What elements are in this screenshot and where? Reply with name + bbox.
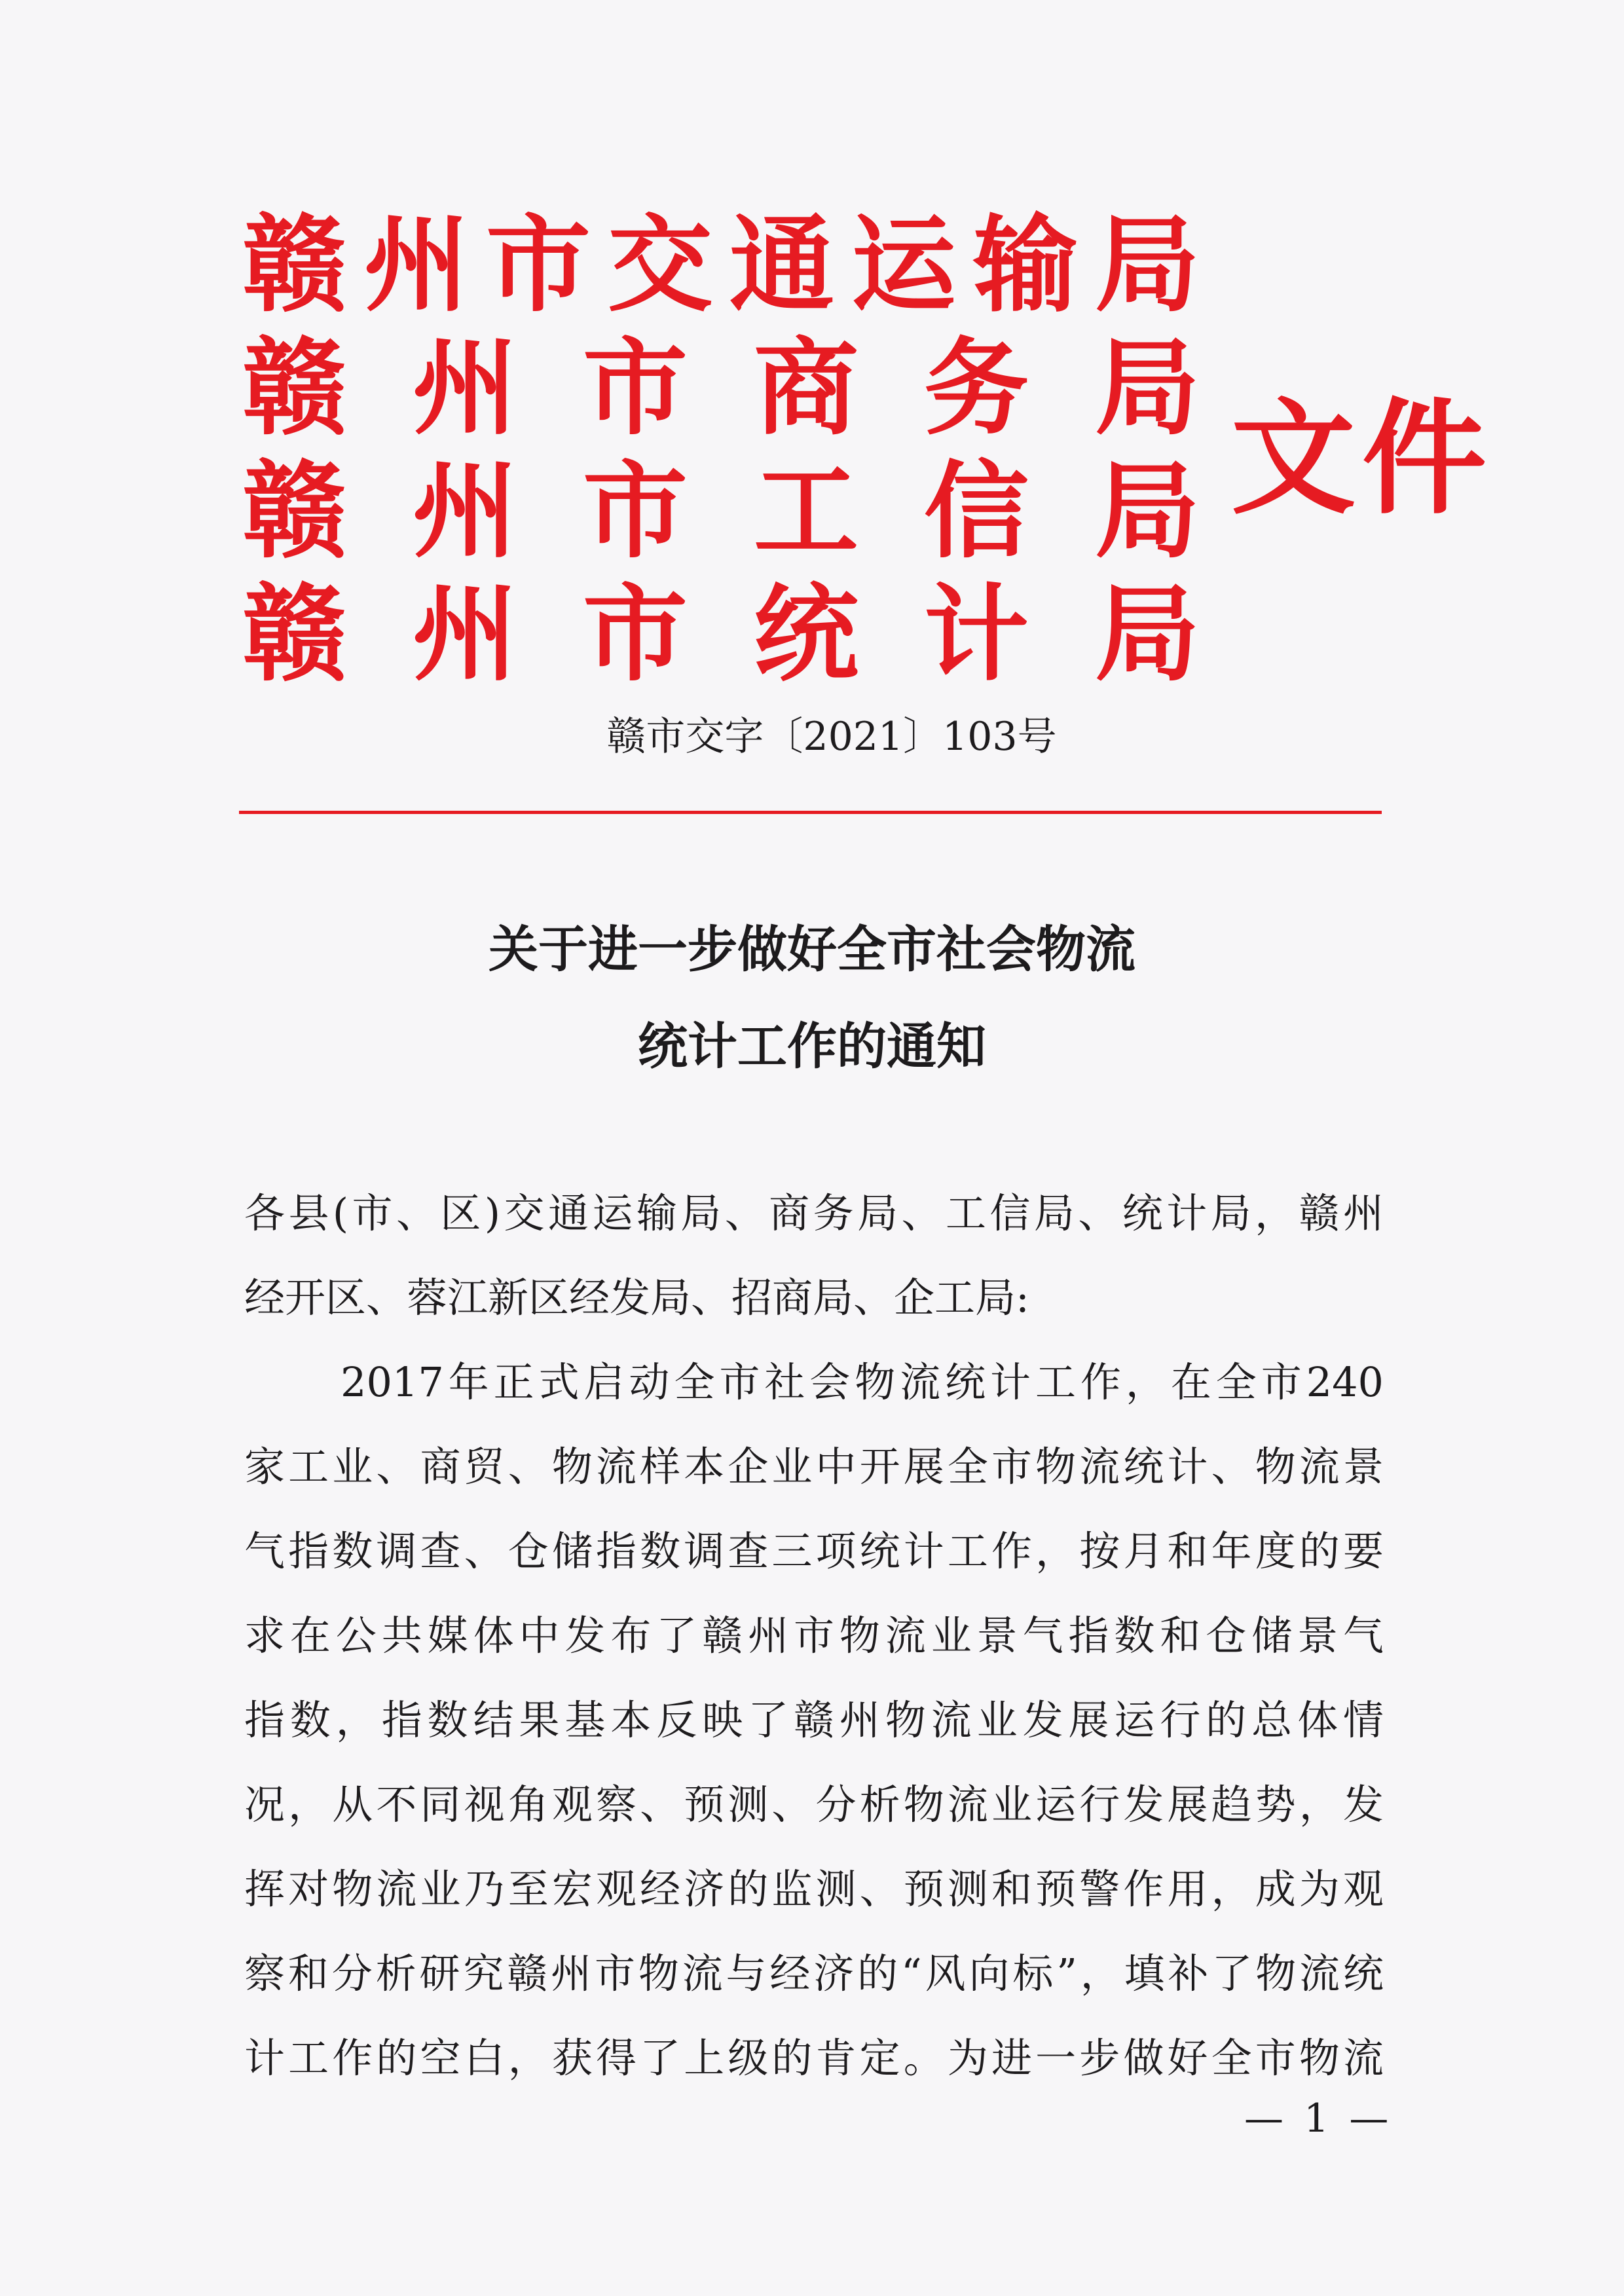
body-line: 气指数调查、仓储指数调查三项统计工作，按月和年度的要	[244, 1527, 1384, 1575]
body-line: 家工业、商贸、物流样本企业中开展全市物流统计、物流景	[244, 1443, 1384, 1491]
body-line: 指数，指数结果基本反映了赣州物流业发展运行的总体情	[244, 1696, 1384, 1744]
masthead-char: 局	[1095, 326, 1200, 449]
masthead-char: 赣	[242, 326, 348, 449]
masthead-char: 运	[851, 203, 957, 326]
agency-line-industry	[242, 449, 1205, 572]
masthead-char: 统	[754, 572, 859, 695]
masthead-char: 赣	[242, 203, 348, 326]
agency-line-statistics	[242, 572, 1205, 695]
masthead-char: 计	[924, 572, 1029, 695]
document-number: 赣市交字〔2021〕103号	[606, 714, 1057, 760]
body-line: 2017年正式启动全市社会物流统计工作，在全市240	[341, 1358, 1384, 1406]
masthead-char: 输	[973, 203, 1079, 326]
masthead-char: 赣	[242, 449, 348, 572]
masthead-char: 市	[583, 449, 688, 572]
masthead-char: 商	[754, 326, 859, 449]
agency-line-commerce	[242, 326, 1205, 449]
masthead-char: 工	[754, 449, 859, 572]
masthead-char: 州	[413, 572, 518, 695]
masthead-char: 市	[583, 326, 688, 449]
body-line: 求在公共媒体中发布了赣州市物流业景气指数和仓储景气	[244, 1612, 1384, 1659]
masthead-char: 市	[583, 572, 688, 695]
agency-line-transport	[242, 203, 1205, 326]
masthead-char: 局	[1095, 572, 1200, 695]
page-number: — 1 —	[1244, 2096, 1393, 2141]
body-line: 各县(市、区)交通运输局、商务局、工信局、统计局，赣州	[244, 1189, 1384, 1237]
masthead-char: 务	[924, 326, 1029, 449]
masthead-char: 市	[486, 203, 591, 326]
document-suffix: 文件	[1231, 385, 1494, 531]
masthead-char: 州	[413, 326, 518, 449]
masthead-char: 州	[364, 203, 470, 326]
body-line: 况，从不同视角观察、预测、分析物流业运行发展趋势，发	[244, 1781, 1384, 1828]
document-title-line1: 关于进一步做好全市社会物流	[489, 920, 1135, 978]
body-line: 挥对物流业乃至宏观经济的监测、预测和预警作用，成为观	[244, 1865, 1384, 1913]
body-line: 察和分析研究赣州市物流与经济的“风向标”，填补了物流统	[244, 1950, 1384, 1997]
masthead-char: 交	[608, 203, 713, 326]
body-line: 经开区、蓉江新区经发局、招商局、企工局:	[244, 1274, 1029, 1322]
masthead-char: 局	[1095, 449, 1200, 572]
red-masthead	[242, 203, 1225, 695]
masthead-char: 通	[729, 203, 835, 326]
masthead-char: 信	[924, 449, 1029, 572]
masthead-char: 局	[1095, 203, 1200, 326]
masthead-char: 赣	[242, 572, 348, 695]
document-title-line2: 统计工作的通知	[638, 1017, 986, 1075]
masthead-char: 州	[413, 449, 518, 572]
body-line: 计工作的空白，获得了上级的肯定。为进一步做好全市物流	[244, 2034, 1384, 2082]
red-divider	[239, 811, 1382, 814]
